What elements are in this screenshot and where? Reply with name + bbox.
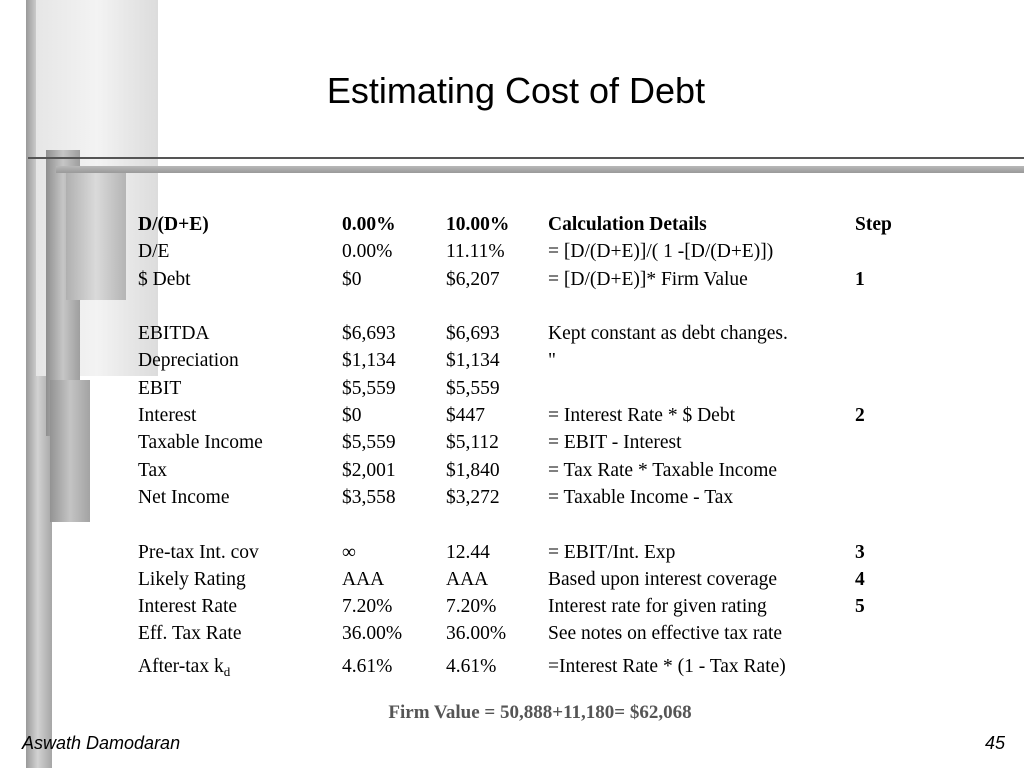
table-row [138,347,915,374]
row-label: EBITDA [138,323,210,345]
step-cell [855,347,915,374]
value-cell: $1,134 [446,350,500,372]
title-divider-thick [56,166,1024,173]
table-row [138,320,915,347]
after-tax-subscript: d [223,663,231,679]
table-row [138,593,915,620]
value-cell: 4.61% [446,655,497,677]
table-header-row [138,211,915,238]
value-cell: 12.44 [446,541,490,563]
step-cell [855,620,915,647]
slide-title: Estimating Cost of Debt [326,70,706,111]
value-cell: $3,558 [342,486,396,508]
row-label: Net Income [138,486,230,508]
calculation-cell: = Taxable Income - Tax [548,486,734,508]
calculation-cell: = Tax Rate * Taxable Income [548,459,778,481]
step-cell: 1 [855,268,865,290]
value-cell: $447 [446,405,485,427]
value-cell: $6,693 [446,323,500,345]
row-label: $ Debt [138,268,191,290]
value-cell: 7.20% [446,596,497,618]
table-row [138,539,915,566]
table-row [138,429,915,456]
calculation-cell: " [548,350,556,372]
value-cell: $2,001 [342,459,396,481]
calculation-cell: = [D/(D+E)]/( 1 -[D/(D+E)]) [548,241,774,263]
title-divider-thin [28,157,1024,159]
row-label: Tax [138,459,167,481]
step-cell [855,457,915,484]
value-cell: AAA [446,568,489,590]
value-cell: 36.00% [446,623,507,645]
step-cell [855,238,915,265]
table-row-after-tax [138,648,915,686]
value-cell: $0 [342,405,362,427]
value-cell: $5,112 [446,432,499,454]
step-cell [855,375,915,402]
calculation-cell: Based upon interest coverage [548,568,778,590]
step-cell: 2 [855,405,865,427]
value-cell: 7.20% [342,596,393,618]
table-row [138,375,915,402]
row-label: Depreciation [138,350,239,372]
value-cell: $1,840 [446,459,500,481]
value-cell: $5,559 [446,377,500,399]
calculation-cell: = [D/(D+E)]* Firm Value [548,268,748,290]
value-cell: $6,207 [446,268,500,290]
footer-author: Aswath Damodaran [22,733,181,753]
step-cell [855,484,915,511]
value-cell: ∞ [342,541,356,563]
page-number: 45 [984,733,1005,753]
value-cell: 4.61% [342,655,393,677]
calculation-cell [548,375,855,402]
firm-value-note: Firm Value = 50,888+11,180= $62,068 [388,702,692,723]
table-row [138,402,915,429]
value-cell: 11.11% [446,241,505,263]
table-row [138,457,915,484]
table-row [138,484,915,511]
value-cell: 0.00% [342,241,393,263]
value-cell: 36.00% [342,623,403,645]
header-cell: 0.00% [342,214,396,235]
step-cell: 3 [855,541,865,563]
row-label: Interest Rate [138,596,238,618]
header-cell: Calculation Details [548,214,707,235]
calculation-cell: = EBIT/Int. Exp [548,541,676,563]
table-row [138,620,915,647]
spacer-row [138,511,915,538]
calculation-cell: See notes on effective tax rate [548,623,783,645]
table-row [138,238,915,265]
header-cell: Step [855,214,892,235]
after-tax-label: After-tax k [138,655,224,677]
step-cell [855,648,915,686]
decor-bar-mid [66,172,126,300]
step-cell: 5 [855,596,865,618]
row-label [138,648,342,686]
row-label: Taxable Income [138,432,263,454]
row-label: D/E [138,241,170,263]
value-cell: $0 [342,268,362,290]
row-label: Pre-tax Int. cov [138,541,259,563]
spacer-row [138,293,915,320]
header-cell: 10.00% [446,214,510,235]
calculation-cell: Interest rate for given rating [548,596,767,618]
value-cell: $3,272 [446,486,500,508]
row-label: Eff. Tax Rate [138,623,242,645]
step-cell [855,320,915,347]
row-label: Likely Rating [138,568,246,590]
calculation-cell: = Interest Rate * $ Debt [548,405,735,427]
value-cell: $1,134 [342,350,396,372]
calculation-cell: Kept constant as debt changes. [548,323,788,345]
table-row [138,566,915,593]
value-cell: $5,559 [342,377,396,399]
calculation-cell: = EBIT - Interest [548,432,682,454]
cost-of-debt-table [138,211,915,686]
header-cell: D/(D+E) [138,214,209,235]
step-cell [855,429,915,456]
row-label: Interest [138,405,197,427]
step-cell: 4 [855,568,865,590]
calculation-cell: =Interest Rate * (1 - Tax Rate) [548,655,786,677]
table-row [138,266,915,293]
row-label: EBIT [138,377,182,399]
decor-bar-lower [50,380,90,522]
value-cell: AAA [342,568,385,590]
value-cell: $5,559 [342,432,396,454]
value-cell: $6,693 [342,323,396,345]
